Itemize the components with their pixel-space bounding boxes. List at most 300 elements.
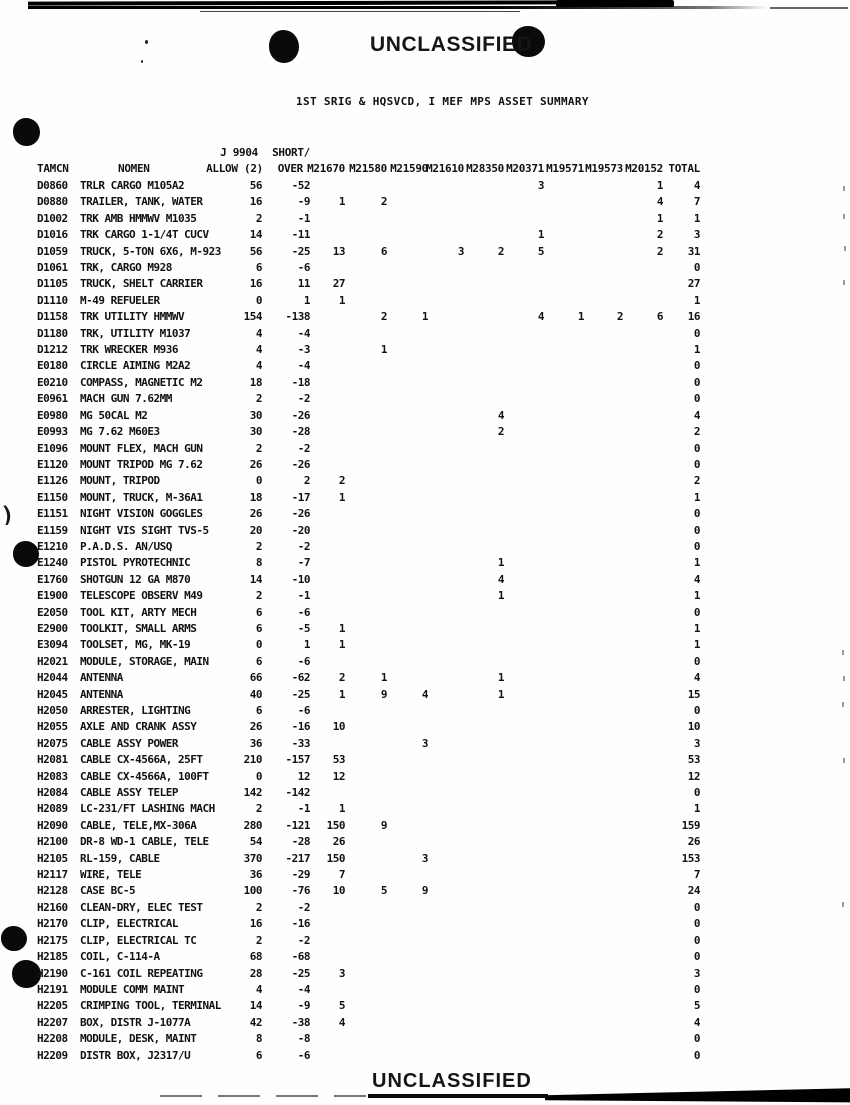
table-cell xyxy=(428,670,464,686)
table-cell: 0 xyxy=(693,786,700,800)
table-cell: H2089 xyxy=(37,802,68,816)
table-cell xyxy=(544,244,584,260)
col-header-site: M28350 xyxy=(466,162,504,175)
table-cell xyxy=(428,736,464,752)
table-cell: -7 xyxy=(297,556,310,570)
table-cell xyxy=(544,637,584,653)
table-cell: 12 xyxy=(687,769,700,783)
table-cell xyxy=(584,998,623,1014)
table-cell xyxy=(584,572,623,588)
table-cell: 8 xyxy=(255,1032,262,1046)
table-cell: 9 xyxy=(421,884,428,898)
table-cell xyxy=(310,555,345,571)
table-cell: 1 xyxy=(693,343,700,357)
table-cell: 14 xyxy=(249,228,262,242)
table-cell: 1 xyxy=(577,310,584,324)
table-cell xyxy=(544,260,584,276)
table-cell: 2 xyxy=(255,539,262,553)
table-cell xyxy=(345,703,387,719)
table-cell xyxy=(623,949,663,965)
table-row xyxy=(37,769,850,785)
table-cell: E1240 xyxy=(37,556,68,570)
table-cell: -2 xyxy=(297,539,310,553)
table-cell: 16 xyxy=(249,195,262,209)
table-row xyxy=(37,736,850,752)
table-cell xyxy=(623,572,663,588)
table-cell: E0980 xyxy=(37,408,68,422)
table-cell: 4 xyxy=(537,310,544,324)
table-cell xyxy=(623,867,663,883)
table-cell xyxy=(310,982,345,998)
table-cell: PISTOL PYROTECHNIC xyxy=(80,556,191,570)
table-cell: NIGHT VISION GOGGLES xyxy=(80,507,203,521)
table-cell: 4 xyxy=(421,687,428,701)
table-cell: 3 xyxy=(693,228,700,242)
table-cell xyxy=(504,851,544,867)
table-cell: 1 xyxy=(497,671,504,685)
table-cell xyxy=(428,933,464,949)
table-cell: 11 xyxy=(297,277,310,291)
table-cell xyxy=(623,785,663,801)
table-cell xyxy=(387,391,428,407)
table-cell: H2055 xyxy=(37,720,68,734)
table-cell: MOUNT FLEX, MACH GUN xyxy=(80,441,203,455)
table-cell xyxy=(464,326,504,342)
col-header-tamcn: TAMCN xyxy=(37,162,69,175)
table-cell xyxy=(544,949,584,965)
table-cell xyxy=(310,539,345,555)
table-cell xyxy=(345,785,387,801)
table-cell: MACH GUN 7.62MM xyxy=(80,392,172,406)
table-cell: 1 xyxy=(656,179,663,192)
table-cell xyxy=(623,293,663,309)
table-cell xyxy=(345,637,387,653)
table-row xyxy=(37,539,850,555)
table-cell: -28 xyxy=(291,425,310,439)
table-cell xyxy=(464,801,504,817)
table-cell: 6 xyxy=(380,244,387,258)
table-cell xyxy=(504,473,544,489)
table-cell xyxy=(345,1031,387,1047)
table-cell xyxy=(310,408,345,424)
table-cell xyxy=(504,621,544,637)
table-cell: 4 xyxy=(338,1015,345,1029)
table-cell xyxy=(310,703,345,719)
table-cell xyxy=(584,588,623,604)
table-cell xyxy=(623,933,663,949)
table-cell xyxy=(428,703,464,719)
table-cell: 0 xyxy=(693,326,700,340)
table-cell xyxy=(544,883,584,899)
table-cell xyxy=(623,883,663,899)
table-cell: 1 xyxy=(693,638,700,652)
table-cell xyxy=(345,736,387,752)
table-cell xyxy=(428,785,464,801)
table-cell xyxy=(464,637,504,653)
table-cell xyxy=(345,358,387,374)
table-cell: TRAILER, TANK, WATER xyxy=(80,195,203,209)
table-row xyxy=(37,490,850,506)
table-cell: -26 xyxy=(291,457,310,471)
table-cell: 4 xyxy=(497,408,504,422)
table-cell xyxy=(464,916,504,932)
table-cell xyxy=(544,687,584,703)
table-row xyxy=(37,506,850,522)
table-cell: TRK, CARGO M928 xyxy=(80,261,172,275)
table-cell xyxy=(310,457,345,473)
table-cell: 14 xyxy=(249,572,262,586)
table-cell xyxy=(544,1015,584,1031)
table-cell xyxy=(310,933,345,949)
table-cell xyxy=(544,851,584,867)
table-cell xyxy=(584,293,623,309)
table-cell: SHOTGUN 12 GA M870 xyxy=(80,572,191,586)
table-cell: 4 xyxy=(656,195,663,209)
table-cell: -138 xyxy=(285,310,310,324)
table-cell xyxy=(504,408,544,424)
table-cell: -2 xyxy=(297,441,310,455)
table-cell xyxy=(544,539,584,555)
table-cell xyxy=(428,1015,464,1031)
col-header-site: M19573 xyxy=(585,162,623,175)
table-cell: D1016 xyxy=(37,228,68,242)
table-cell xyxy=(504,654,544,670)
table-cell: 150 xyxy=(326,818,345,832)
scan-artifact-line xyxy=(200,11,520,12)
table-cell xyxy=(428,293,464,309)
table-cell xyxy=(544,801,584,817)
table-cell: 2 xyxy=(303,474,310,488)
table-cell xyxy=(387,933,428,949)
table-cell xyxy=(428,851,464,867)
table-cell xyxy=(504,687,544,703)
table-cell xyxy=(544,769,584,785)
table-row xyxy=(37,572,850,588)
table-cell: 1 xyxy=(693,293,700,307)
table-cell: 0 xyxy=(693,605,700,619)
table-cell xyxy=(310,211,345,227)
table-cell: 4 xyxy=(255,359,262,373)
table-cell xyxy=(544,654,584,670)
table-cell xyxy=(310,916,345,932)
table-cell xyxy=(345,588,387,604)
table-cell xyxy=(387,998,428,1014)
table-cell xyxy=(428,801,464,817)
table-cell: 2 xyxy=(497,244,504,258)
table-cell: 3 xyxy=(421,851,428,865)
table-cell xyxy=(584,326,623,342)
table-cell: 0 xyxy=(693,704,700,717)
table-cell: 6 xyxy=(255,1048,262,1062)
table-cell: 0 xyxy=(693,539,700,553)
table-cell xyxy=(310,309,345,325)
table-cell xyxy=(428,572,464,588)
table-cell: MOUNT TRIPOD MG 7.62 xyxy=(80,457,203,471)
table-cell: E0961 xyxy=(37,392,68,406)
footer-underline xyxy=(368,1094,548,1098)
table-cell: E0210 xyxy=(37,375,68,389)
table-cell xyxy=(584,769,623,785)
table-cell xyxy=(623,539,663,555)
table-cell xyxy=(623,687,663,703)
table-cell xyxy=(623,441,663,457)
table-cell: -142 xyxy=(285,786,310,800)
table-cell: -8 xyxy=(297,1032,310,1046)
table-cell: H2207 xyxy=(37,1015,68,1029)
table-cell: 0 xyxy=(693,392,700,406)
table-cell: -26 xyxy=(291,408,310,422)
table-cell: TOOL KIT, ARTY MECH xyxy=(80,605,197,619)
table-cell xyxy=(428,391,464,407)
table-cell: -6 xyxy=(297,261,310,275)
table-row xyxy=(37,719,850,735)
table-cell xyxy=(387,637,428,653)
table-row xyxy=(37,982,850,998)
table-cell: 1 xyxy=(693,211,700,225)
table-cell xyxy=(387,1031,428,1047)
table-cell: -2 xyxy=(297,392,310,406)
table-cell xyxy=(584,276,623,292)
table-cell xyxy=(584,703,623,719)
table-row xyxy=(37,441,850,457)
table-cell xyxy=(387,966,428,982)
table-cell: 1 xyxy=(497,687,504,701)
col-header-short-line2: OVER xyxy=(277,162,303,175)
table-cell: C-161 COIL REPEATING xyxy=(80,966,203,980)
table-cell: 5 xyxy=(537,244,544,258)
table-cell: H2083 xyxy=(37,769,68,783)
table-cell: 53 xyxy=(687,753,700,767)
table-row xyxy=(37,293,850,309)
table-row xyxy=(37,227,850,243)
table-cell: TELESCOPE OBSERV M49 xyxy=(80,589,203,603)
table-cell: D1059 xyxy=(37,244,68,258)
table-cell: CABLE ASSY POWER xyxy=(80,736,178,750)
table-cell xyxy=(544,933,584,949)
table-cell xyxy=(584,523,623,539)
table-cell: 0 xyxy=(693,261,700,275)
table-cell: CRIMPING TOOL, TERMINAL xyxy=(80,999,221,1013)
table-cell xyxy=(345,178,387,194)
table-cell xyxy=(504,276,544,292)
table-cell xyxy=(428,211,464,227)
table-cell xyxy=(345,555,387,571)
table-cell xyxy=(504,818,544,834)
table-cell: 3 xyxy=(457,244,464,258)
table-row xyxy=(37,309,850,325)
table-cell: -10 xyxy=(291,572,310,586)
table-cell: 16 xyxy=(249,277,262,291)
table-cell xyxy=(428,588,464,604)
table-cell: CLEAN-DRY, ELEC TEST xyxy=(80,900,203,914)
table-cell xyxy=(310,654,345,670)
table-cell: H2105 xyxy=(37,851,68,865)
table-cell xyxy=(428,867,464,883)
table-cell xyxy=(623,506,663,522)
table-cell: -4 xyxy=(297,326,310,340)
table-cell xyxy=(387,752,428,768)
table-cell xyxy=(387,801,428,817)
table-cell: -2 xyxy=(297,933,310,947)
table-cell: -6 xyxy=(297,1048,310,1062)
table-cell: TRK UTILITY HMMWV xyxy=(80,310,185,324)
table-cell: 0 xyxy=(693,457,700,471)
table-cell: 154 xyxy=(243,310,262,324)
table-cell xyxy=(464,900,504,916)
table-cell xyxy=(428,1031,464,1047)
table-cell xyxy=(464,933,504,949)
table-cell xyxy=(464,391,504,407)
table-cell xyxy=(345,851,387,867)
table-cell: 4 xyxy=(693,1015,700,1029)
table-cell: 13 xyxy=(332,244,345,258)
table-cell xyxy=(345,933,387,949)
table-cell xyxy=(544,490,584,506)
table-cell: -3 xyxy=(297,343,310,357)
table-cell: E1126 xyxy=(37,474,68,488)
table-cell: 1 xyxy=(380,671,387,685)
table-cell xyxy=(310,178,345,194)
table-cell: 210 xyxy=(243,753,262,767)
table-cell xyxy=(504,523,544,539)
table-cell: 2 xyxy=(380,310,387,324)
table-cell: 0 xyxy=(693,933,700,947)
table-cell: 2 xyxy=(255,900,262,914)
table-cell: E3094 xyxy=(37,638,68,652)
table-cell xyxy=(387,834,428,850)
table-cell: 14 xyxy=(249,999,262,1013)
table-cell xyxy=(428,834,464,850)
table-cell: E1210 xyxy=(37,539,68,553)
table-cell: -4 xyxy=(297,359,310,373)
table-cell: MOUNT, TRUCK, M-36A1 xyxy=(80,490,203,504)
table-cell xyxy=(584,490,623,506)
table-cell xyxy=(345,1048,387,1064)
table-cell xyxy=(504,769,544,785)
table-cell: 26 xyxy=(249,457,262,471)
table-cell xyxy=(584,441,623,457)
footer-dash-line xyxy=(160,1095,366,1097)
table-row xyxy=(37,637,850,653)
table-cell xyxy=(504,391,544,407)
table-cell: -2 xyxy=(297,900,310,914)
table-row xyxy=(37,801,850,817)
col-header-total: TOTAL xyxy=(668,162,700,175)
table-cell xyxy=(544,916,584,932)
table-cell xyxy=(623,998,663,1014)
col-header-site: M21580 xyxy=(349,162,387,175)
table-cell xyxy=(464,457,504,473)
table-cell xyxy=(464,703,504,719)
table-cell xyxy=(428,326,464,342)
table-cell: MODULE, DESK, MAINT xyxy=(80,1032,197,1046)
table-cell xyxy=(387,293,428,309)
table-cell xyxy=(623,966,663,982)
table-cell xyxy=(428,539,464,555)
table-cell xyxy=(345,801,387,817)
table-cell: 3 xyxy=(693,736,700,750)
table-row xyxy=(37,194,850,210)
table-cell: -157 xyxy=(285,753,310,767)
table-cell: 15 xyxy=(687,687,700,701)
table-cell xyxy=(464,227,504,243)
ink-blot xyxy=(13,118,40,146)
table-cell xyxy=(387,178,428,194)
table-cell: 1 xyxy=(338,638,345,652)
table-cell xyxy=(464,605,504,621)
table-row xyxy=(37,408,850,424)
table-cell xyxy=(544,424,584,440)
table-cell: 1 xyxy=(693,490,700,504)
table-cell xyxy=(345,375,387,391)
table-cell xyxy=(504,342,544,358)
table-cell: H2190 xyxy=(37,966,68,980)
table-cell xyxy=(623,670,663,686)
table-cell xyxy=(623,703,663,719)
table-cell xyxy=(464,982,504,998)
table-cell: 4 xyxy=(255,326,262,340)
table-cell: TRK WRECKER M936 xyxy=(80,343,178,357)
table-cell: -52 xyxy=(291,179,310,192)
table-cell xyxy=(544,194,584,210)
table-cell xyxy=(623,621,663,637)
table-cell: 7 xyxy=(338,868,345,882)
footer-scan-wedge xyxy=(545,1088,850,1103)
table-cell xyxy=(623,588,663,604)
table-cell xyxy=(387,867,428,883)
table-cell: -6 xyxy=(297,605,310,619)
table-cell: -68 xyxy=(291,950,310,964)
table-cell xyxy=(584,457,623,473)
table-cell: 30 xyxy=(249,425,262,439)
table-cell xyxy=(464,851,504,867)
table-cell: CIRCLE AIMING M2A2 xyxy=(80,359,191,373)
table-cell xyxy=(623,457,663,473)
table-cell xyxy=(428,637,464,653)
table-cell xyxy=(544,867,584,883)
table-cell xyxy=(504,260,544,276)
col-header-site: M21670 xyxy=(307,162,345,175)
table-cell xyxy=(464,736,504,752)
table-cell xyxy=(584,244,623,260)
table-cell: H2044 xyxy=(37,671,68,685)
table-cell xyxy=(464,260,504,276)
table-cell xyxy=(428,654,464,670)
table-cell xyxy=(504,834,544,850)
table-cell: 4 xyxy=(693,179,700,192)
table-row xyxy=(37,1015,850,1031)
table-cell: -25 xyxy=(291,687,310,701)
table-cell xyxy=(428,441,464,457)
table-cell xyxy=(428,424,464,440)
table-cell xyxy=(504,457,544,473)
table-row xyxy=(37,1048,850,1064)
table-cell: 10 xyxy=(332,884,345,898)
table-row xyxy=(37,785,850,801)
table-cell xyxy=(345,572,387,588)
table-cell: -121 xyxy=(285,818,310,832)
table-cell xyxy=(464,834,504,850)
table-cell xyxy=(387,818,428,834)
table-cell: 0 xyxy=(693,441,700,455)
table-cell xyxy=(428,916,464,932)
table-cell xyxy=(504,719,544,735)
table-cell xyxy=(428,309,464,325)
table-cell: -18 xyxy=(291,375,310,389)
table-cell xyxy=(464,769,504,785)
table-cell: 36 xyxy=(249,868,262,882)
table-cell xyxy=(504,539,544,555)
